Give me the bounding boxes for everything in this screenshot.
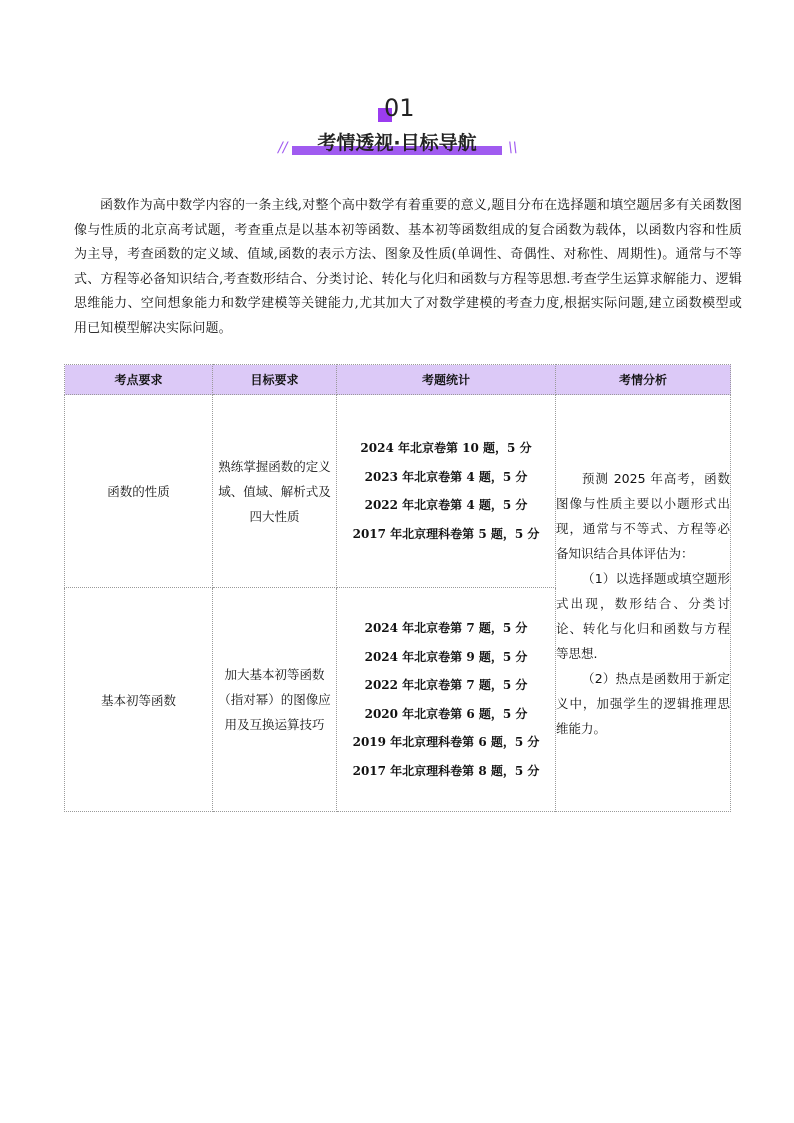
section-number-text: 01 <box>384 94 415 122</box>
stat-line: 2020 年北京卷第 6 题，5 分 <box>364 706 528 721</box>
goal-cell: 熟练掌握函数的定义域、值域、解析式及四大性质 <box>213 395 337 588</box>
stat-line: 2019 年北京理科卷第 6 题，5 分 <box>352 735 540 749</box>
slash-decoration-left: // <box>278 140 288 156</box>
stat-line: 2017 年北京理科卷第 5 题，5 分 <box>352 526 540 541</box>
exam-analysis-table <box>64 364 731 812</box>
stat-line: 2023 年北京卷第 4 题，5 分 <box>364 469 528 484</box>
header-requirement: 考点要求 <box>65 365 213 395</box>
stat-line: 2024 年北京卷第 10 题，5 分 <box>360 441 532 455</box>
stats-cell <box>337 395 556 588</box>
analysis-paragraph: （2）热点是函数用于新定义中，加强学生的逻辑推理思维能力。 <box>556 670 730 736</box>
table-row <box>65 395 731 588</box>
stat-line: 2022 年北京卷第 7 题，5 分 <box>364 678 528 692</box>
requirement-cell: 函数的性质 <box>65 395 213 588</box>
analysis-paragraph: （1）以选择题或填空题形式出现，数形结合、分类讨论、转化与化归和函数与方程等思想. <box>556 570 730 661</box>
header-goal: 目标要求 <box>213 365 337 395</box>
requirement-cell: 基本初等函数 <box>65 588 213 812</box>
stat-line: 2017 年北京理科卷第 8 题，5 分 <box>352 763 540 778</box>
analysis-paragraph: 预测 2025 年高考，函数图像与性质主要以小题形式出现，通常与不等式、方程等必备知识结合具体评估为： <box>556 470 730 561</box>
section-title <box>268 126 526 160</box>
goal-cell: 加大基本初等函数（指对幂）的图像应用及互换运算技巧 <box>213 588 337 812</box>
intro-paragraph: 函数作为高中数学内容的一条主线,对整个高中数学有着重要的意义,题目分布在选择题和填空题居多有关函数图像与性质的北京高考试题，考查重点是以基本初等函数、基本初等函数组成的复合函数为载体，以函数内容和性质为主导，考查函数的定义域、值域,函数的表示方法、图象及性质(单调性、奇偶性、对称性、周期性)。通常与不等式、方程等必备知识结合,考查数形结合、分类讨论、转化与化归和函数与方程等思想.考查学生运算求解能力、逻辑思维能力、空间想象能力和数学建模等关键能力,尤其加大了对数学建模的考查力度,根据实际问题,建立函数模型或用已知模型解决实际问题。 <box>74 198 742 336</box>
section-title-text: 考情透视·目标导航 <box>317 132 477 154</box>
header-analysis: 考情分析 <box>556 365 731 395</box>
analysis-cell <box>556 395 731 812</box>
section-number <box>378 96 418 124</box>
stats-cell <box>337 588 556 812</box>
header-stats: 考题统计 <box>337 365 556 395</box>
slash-decoration-right: \\ <box>508 140 518 156</box>
stat-line: 2024 年北京卷第 9 题，5 分 <box>364 649 528 664</box>
table-header-row <box>65 365 731 395</box>
stat-line: 2024 年北京卷第 7 题，5 分 <box>364 621 528 635</box>
stat-line: 2022 年北京卷第 4 题，5 分 <box>364 498 528 512</box>
